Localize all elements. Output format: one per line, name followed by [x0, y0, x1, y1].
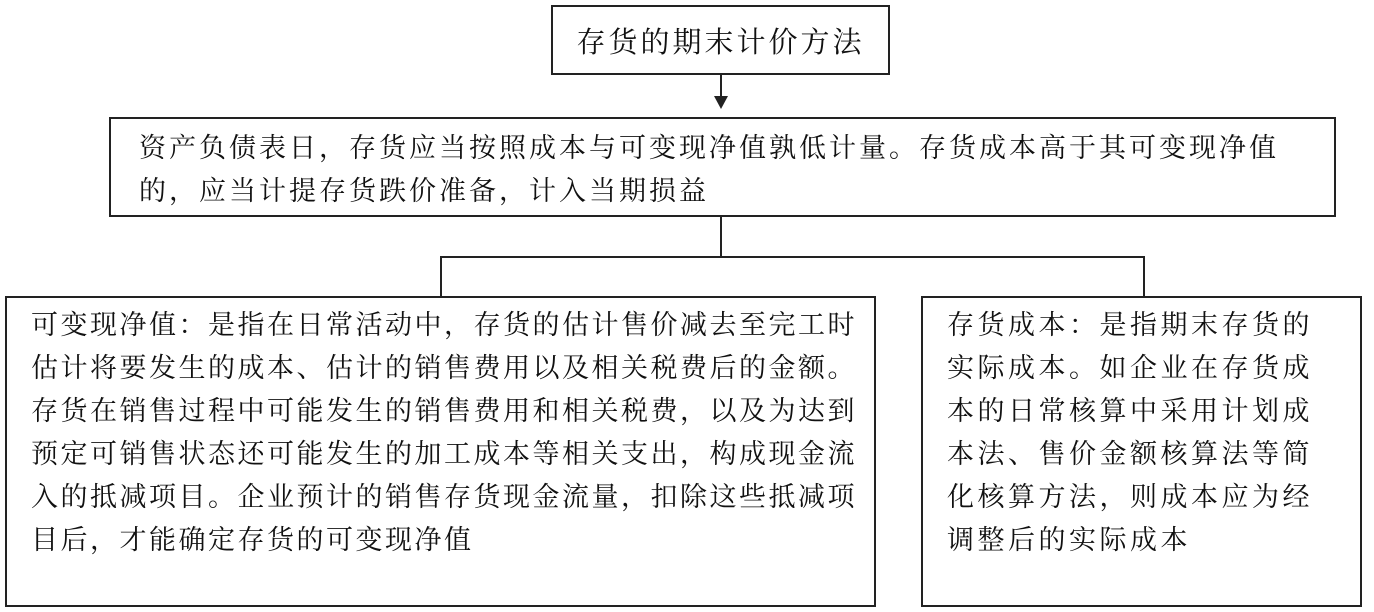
arrow-head: [714, 96, 728, 109]
net-realizable-value-text: 可变现净值：是指在日常活动中，存货的估计售价减去至完工时估计将要发生的成本、估计的销售费用以及相关税费后的金额。存货在销售过程中可能发生的销售费用和相关税费，以及为达到预定可销售状态还可能发生的加工成本等相关支出，构成现金流入的抵减项目。企业预计的销售存货现金流量，扣除这些抵减项目后，才能确定存货的可变现净值: [31, 310, 857, 556]
inventory-cost-box: [921, 296, 1362, 607]
connector-right-drop: [1143, 256, 1145, 296]
connector-left-drop: [440, 256, 442, 296]
connector-vertical-main: [720, 217, 722, 257]
main-rule-box: [109, 117, 1336, 217]
main-rule-text: 资产负债表日，存货应当按照成本与可变现净值孰低计量。存货成本高于其可变现净值的，应当计提存货跌价准备，计入当期损益: [139, 133, 1279, 207]
net-realizable-value-box: [5, 296, 876, 607]
title-box: [551, 5, 890, 75]
connector-horizontal: [440, 256, 1145, 258]
diagram-title: 存货的期末计价方法: [576, 24, 865, 59]
inventory-cost-text: 存货成本：是指期末存货的实际成本。如企业在存货成本的日常核算中采用计划成本法、售价金额核算法等简化核算方法，则成本应为经调整后的实际成本: [947, 310, 1313, 556]
